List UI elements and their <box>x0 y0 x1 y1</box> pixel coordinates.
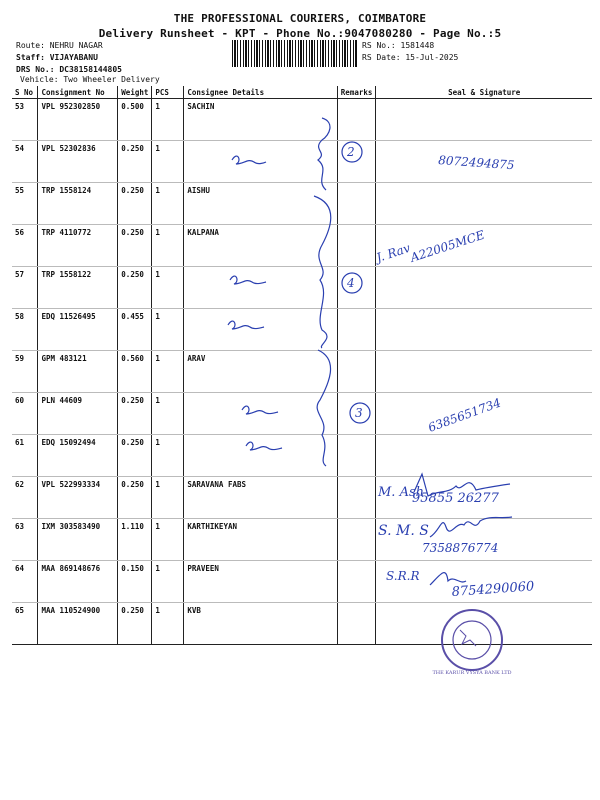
cell-consignee: AISHU <box>184 183 337 225</box>
cell-pcs: 1 <box>152 393 184 435</box>
rs-date: RS Date: 15-Jul-2025 <box>362 53 459 62</box>
cell-consignment: GPM 483121 <box>38 351 118 393</box>
cell-sno: 64 <box>12 561 38 603</box>
cell-consignee: ARAV <box>184 351 337 393</box>
cell-consignee: KARTHIKEYAN <box>184 519 337 561</box>
cell-weight: 0.250 <box>118 603 152 645</box>
cell-consignment: EDQ 11526495 <box>38 309 118 351</box>
cell-sno: 59 <box>12 351 38 393</box>
cell-pcs: 1 <box>152 477 184 519</box>
cell-pcs: 1 <box>152 309 184 351</box>
route-label: Route: NEHRU NAGAR <box>16 41 103 50</box>
signature-phone: 8072494875 <box>437 153 515 173</box>
cell-consignment: TRP 1558124 <box>38 183 118 225</box>
signature-phone: 8754290060 <box>451 579 535 600</box>
cell-sno: 58 <box>12 309 38 351</box>
cell-weight: 0.250 <box>118 183 152 225</box>
col-weight: Weight <box>118 86 152 99</box>
cell-weight: 0.250 <box>118 477 152 519</box>
cell-weight: 0.250 <box>118 141 152 183</box>
col-consignee: Consignee Details <box>184 86 337 99</box>
cell-consignee: SARAVANA FABS <box>184 477 337 519</box>
cell-weight: 0.500 <box>118 99 152 141</box>
cell-consignment: PLN 44609 <box>38 393 118 435</box>
cell-consignment: MAA 869148676 <box>38 561 118 603</box>
initial-mark <box>232 156 266 164</box>
signature-code: A22005MCE <box>408 227 487 265</box>
cell-consignment: VPL 522993334 <box>38 477 118 519</box>
cell-sno: 62 <box>12 477 38 519</box>
cell-sno: 57 <box>12 267 38 309</box>
cell-pcs: 1 <box>152 183 184 225</box>
col-sno: S No <box>12 86 38 99</box>
group-count: 3 <box>355 406 363 420</box>
signature-phone: 95855 26277 <box>412 491 499 506</box>
group-count: 2 <box>347 145 355 159</box>
cell-sno: 56 <box>12 225 38 267</box>
drs-label: DRS No.: DC38158144805 <box>16 65 122 74</box>
cell-consignment: MAA 110524900 <box>38 603 118 645</box>
col-pcs: PCS <box>152 86 184 99</box>
cell-pcs: 1 <box>152 603 184 645</box>
signature-flourish <box>430 573 466 585</box>
cell-pcs: 1 <box>152 519 184 561</box>
signature-name: M. Ash <box>378 485 425 500</box>
stamp-text: THE KARUR VYSYA BANK LTD <box>432 670 512 676</box>
runsheet-title: Delivery Runsheet - KPT - Phone No.:9047080280 - Page No.:5 <box>98 27 502 40</box>
cell-sno: 61 <box>12 435 38 477</box>
cell-sno: 60 <box>12 393 38 435</box>
cell-weight: 0.250 <box>118 435 152 477</box>
col-remarks: Remarks <box>337 86 376 99</box>
cell-sno: 55 <box>12 183 38 225</box>
group-count: 4 <box>347 276 355 290</box>
initial-mark <box>230 276 266 284</box>
signature-name: J. Rav <box>374 240 412 265</box>
cell-consignee: KVB <box>184 603 337 645</box>
vehicle-label: Vehicle: Two Wheeler Delivery <box>20 75 160 84</box>
cell-pcs: 1 <box>152 435 184 477</box>
cell-weight: 0.250 <box>118 393 152 435</box>
cell-pcs: 1 <box>152 225 184 267</box>
cell-consignment: VPL 52302836 <box>38 141 118 183</box>
initial-mark <box>242 406 278 414</box>
cell-consignee: PRAVEEN <box>184 561 337 603</box>
rs-number: RS No.: 1581448 <box>362 41 435 50</box>
initial-mark <box>228 321 264 329</box>
cell-weight: 0.150 <box>118 561 152 603</box>
cell-consignee: KALPANA <box>184 225 337 267</box>
cell-sno: 65 <box>12 603 38 645</box>
cell-weight: 0.455 <box>118 309 152 351</box>
cell-pcs: 1 <box>152 561 184 603</box>
signature-name: S.R.R <box>386 569 420 583</box>
col-consignment: Consignment No <box>38 86 118 99</box>
cell-weight: 1.110 <box>118 519 152 561</box>
cell-consignment: EDQ 15092494 <box>38 435 118 477</box>
cell-sno: 54 <box>12 141 38 183</box>
cell-consignment: IXM 303583490 <box>38 519 118 561</box>
cell-sno: 63 <box>12 519 38 561</box>
signature-phone: 7358876774 <box>422 541 499 555</box>
bracket-mark <box>317 350 330 466</box>
bank-stamp <box>432 610 511 676</box>
cell-weight: 0.250 <box>118 267 152 309</box>
cell-pcs: 1 <box>152 141 184 183</box>
cell-sno: 53 <box>12 99 38 141</box>
bracket-mark <box>318 118 330 190</box>
signature-name: S. M. S <box>378 523 429 539</box>
initial-mark <box>246 442 282 450</box>
cell-pcs: 1 <box>152 267 184 309</box>
staff-label: Staff: VIJAYABANU <box>16 53 98 62</box>
cell-consignment: VPL 952302850 <box>38 99 118 141</box>
signature-phone: 6385651734 <box>426 395 503 435</box>
bracket-mark <box>314 196 331 348</box>
signature-flourish <box>430 517 512 537</box>
cell-consignment: TRP 1558122 <box>38 267 118 309</box>
cell-pcs: 1 <box>152 99 184 141</box>
company-title: THE PROFESSIONAL COURIERS, COIMBATORE <box>173 12 427 25</box>
cell-consignee: SACHIN <box>184 99 337 141</box>
cell-pcs: 1 <box>152 351 184 393</box>
cell-consignment: TRP 4110772 <box>38 225 118 267</box>
cell-weight: 0.250 <box>118 225 152 267</box>
col-signature: Seal & Signature <box>376 86 592 99</box>
cell-weight: 0.560 <box>118 351 152 393</box>
